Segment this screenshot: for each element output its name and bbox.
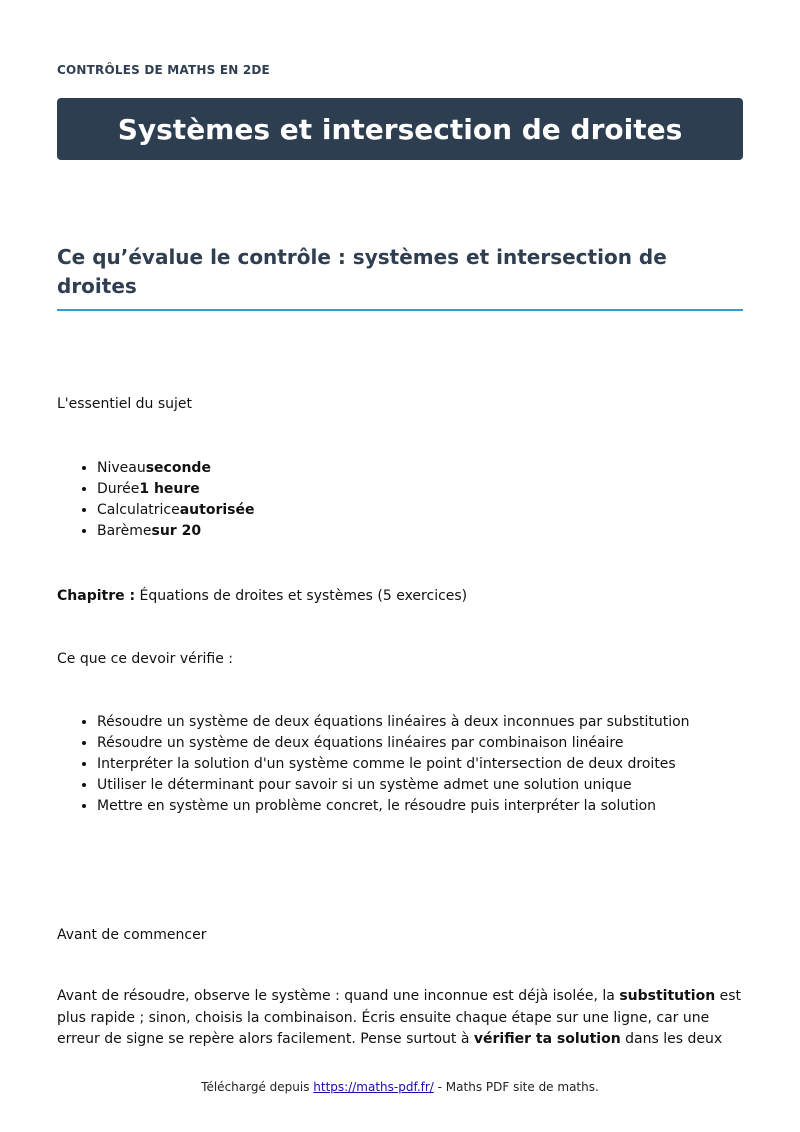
essentials-heading: L'essentiel du sujet xyxy=(57,396,193,412)
item-label: Durée xyxy=(97,481,140,497)
checks-heading: Ce que ce devoir vérifie : xyxy=(57,651,234,667)
paragraph-text: dans les deux xyxy=(620,1031,723,1047)
footer-link[interactable]: https://maths-pdf.fr/ xyxy=(313,1080,434,1094)
list-item xyxy=(97,521,255,542)
paragraph-text: Avant de résoudre, observe le système : quand une inconnue est déjà isolée, la xyxy=(57,988,620,1004)
item-value: 1 heure xyxy=(139,481,200,497)
footer-prefix: Téléchargé depuis xyxy=(201,1080,314,1094)
item-value: autorisée xyxy=(179,502,255,518)
essentials-list xyxy=(57,458,255,542)
chapter-label: Chapitre : xyxy=(57,588,136,604)
item-label: Calculatrice xyxy=(97,502,180,518)
section-heading: Ce qu’évalue le contrôle : systèmes et intersection de droites xyxy=(57,245,667,298)
section-divider xyxy=(57,309,743,311)
before-paragraph xyxy=(57,986,747,1051)
checks-list xyxy=(57,712,690,817)
item-value: seconde xyxy=(145,460,211,476)
emphasis-substitution: substitution xyxy=(619,988,716,1004)
footer-suffix: - Maths PDF site de maths. xyxy=(433,1080,599,1094)
list-item: • Interpréter la solution d'un système comme le point d'intersection de deux droites xyxy=(97,754,690,775)
chapter-line xyxy=(57,586,467,607)
item-label: Barème xyxy=(97,523,152,539)
list-item: • Résoudre un système de deux équations linéaires à deux inconnues par substitution xyxy=(97,712,690,733)
title-banner xyxy=(57,98,743,160)
page-footer xyxy=(0,1080,800,1094)
list-item xyxy=(97,458,255,479)
list-item: • Utiliser le déterminant pour savoir si un système admet une solution unique xyxy=(97,775,690,796)
item-value: sur 20 xyxy=(151,523,202,539)
item-label: Niveau xyxy=(97,460,146,476)
page-title: Systèmes et intersection de droites xyxy=(117,112,683,146)
series-kicker: CONTRÔLES DE MATHS EN 2DE xyxy=(57,63,270,77)
list-item xyxy=(97,500,255,521)
list-item: • Mettre en système un problème concret, le résoudre puis interpréter la solution xyxy=(97,796,690,817)
chapter-text: Équations de droites et systèmes (5 exercices) xyxy=(139,588,468,604)
before-heading: Avant de commencer xyxy=(57,927,207,943)
list-item: • Résoudre un système de deux équations linéaires par combinaison linéaire xyxy=(97,733,690,754)
emphasis-verify: vérifier ta solution xyxy=(473,1031,621,1047)
paragraph-text: est plus rapide ; sinon, choisis la combinaison. Écris ensuite chaque étape sur une ligne, car une erreur de signe se repère alors facilement. Pense surtout à xyxy=(57,988,742,1047)
list-item xyxy=(97,479,255,500)
